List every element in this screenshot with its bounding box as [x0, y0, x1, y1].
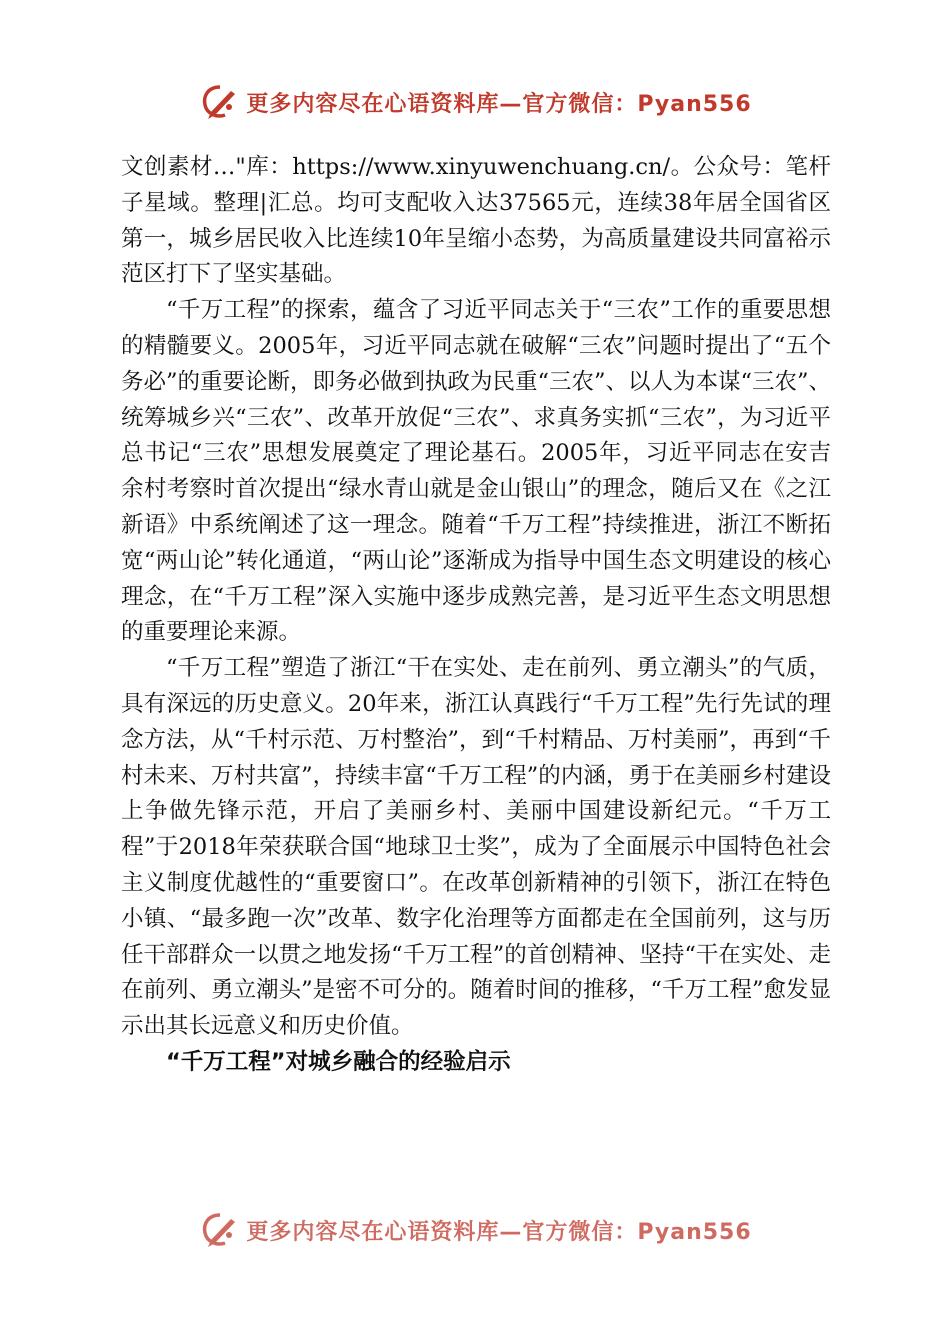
paragraph-1: 文创素材…"库：https://www.xinyuwenchuang.cn/。公众号：笔杆子星域。整理|汇总。均可支配收入达37565元，连续38年居全国省区第一，城乡居民收入比连续10年呈缩小态势，为高质量建设共同富裕示范区打下了坚实基础。: [121, 154, 831, 288]
section-heading: “千万工程”对城乡融合的经验启示: [166, 1048, 511, 1075]
pen-logo-icon: [198, 82, 242, 122]
watermark-text: 更多内容尽在心语资料库—官方微信：Pyan556: [246, 1219, 752, 1245]
watermark-banner-bottom: [0, 1208, 950, 1252]
pen-logo-icon: [198, 1210, 242, 1250]
watermark-text: 更多内容尽在心语资料库—官方微信：Pyan556: [246, 91, 752, 117]
document-body: [121, 150, 831, 1081]
paragraph-3: “千万工程”塑造了浙江“干在实处、走在前列、勇立潮头”的气质，具有深远的历史意义。20年来，浙江认真践行“千万工程”先行先试的理念方法，从“千村示范、万村整治”，到“千村精品、万村美丽”，再到“千村未来、万村共富”，持续丰富“千万工程”的内涵，勇于在美丽乡村建设上争做先锋示范，开启了美丽乡村、美丽中国建设新纪元。“千万工程”于2018年荣获联合国“地球卫士奖”，成为了全面展示中国特色社会主义制度优越性的“重要窗口”。在改革创新精神的引领下，浙江在特色小镇、“最多跑一次”改革、数字化治理等方面都走在全国前列，这与历任干部群众一以贯之地发扬“千万工程”的首创精神、坚持“干在实处、走在前列、勇立潮头”是密不可分的。随着时间的推移，“千万工程”愈发显示出其长远意义和历史价值。: [121, 655, 832, 1040]
paragraph-2: “千万工程”的探索，蕴含了习近平同志关于“三农”工作的重要思想的精髓要义。2005年，习近平同志就在破解“三农”问题时提出了“五个务必”的重要论断，即务必做到执政为民重“三农”、以人为本谋“三农”、统筹城乡兴“三农”、改革开放促“三农”、求真务实抓“三农”，为习近平总书记“三农”思想发展奠定了理论基石。2005年，习近平同志在安吉余村考察时首次提出“绿水青山就是金山银山”的理念，随后又在《之江新语》中系统阐述了这一理念。随着“千万工程”持续推进，浙江不断拓宽“两山论”转化通道，“两山论”逐渐成为指导中国生态文明建设的核心理念，在“千万工程”深入实施中逐步成熟完善，是习近平生态文明思想的重要理论来源。: [121, 297, 832, 646]
watermark-banner-top: [0, 80, 950, 124]
